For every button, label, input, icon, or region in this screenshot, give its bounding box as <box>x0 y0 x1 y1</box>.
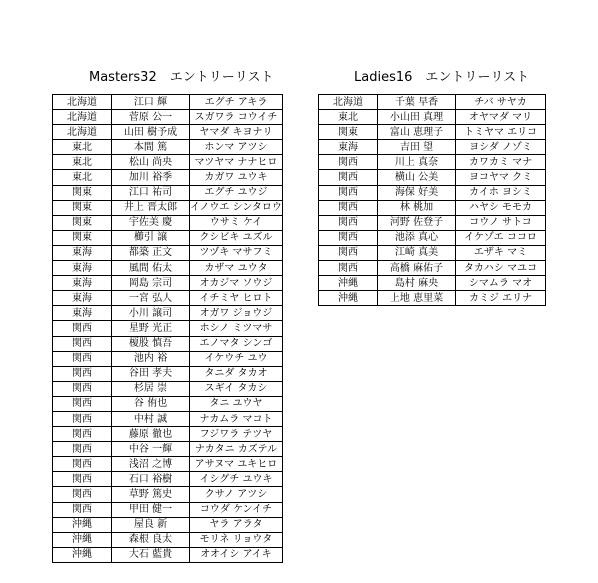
kana-cell: ヨシダ ノゾミ <box>456 140 546 155</box>
table-row <box>53 351 283 366</box>
table-row <box>319 125 546 140</box>
table-row <box>53 291 283 306</box>
table-row <box>53 245 283 260</box>
masters-entry-table <box>52 94 283 563</box>
name-cell: 松山 尚央 <box>112 155 190 170</box>
region-cell: 東北 <box>53 170 112 185</box>
table-row <box>53 140 283 155</box>
region-cell: 関西 <box>53 396 112 411</box>
kana-cell: コウダ ケンイチ <box>190 502 283 517</box>
kana-cell: ツヅキ マサフミ <box>190 245 283 260</box>
name-cell: 横山 公美 <box>378 170 456 185</box>
name-cell: 小山田 真理 <box>378 110 456 125</box>
table-row <box>53 185 283 200</box>
name-cell: 宇佐美 慶 <box>112 215 190 230</box>
kana-cell: エグチ ユウジ <box>190 185 283 200</box>
region-cell: 沖縄 <box>53 532 112 547</box>
name-cell: 岡島 宗司 <box>112 276 190 291</box>
name-cell: 上地 恵里菜 <box>378 291 456 306</box>
region-cell: 関西 <box>319 261 378 276</box>
name-cell: 中谷 一輝 <box>112 442 190 457</box>
table-row <box>53 457 283 472</box>
name-cell: 杉居 崇 <box>112 381 190 396</box>
region-cell: 関西 <box>319 215 378 230</box>
table-row <box>319 230 546 245</box>
table-row <box>53 155 283 170</box>
region-cell: 関西 <box>53 472 112 487</box>
table-row <box>53 411 283 426</box>
region-cell: 東海 <box>53 276 112 291</box>
table-row <box>53 306 283 321</box>
name-cell: 石口 裕樹 <box>112 472 190 487</box>
table-row <box>53 110 283 125</box>
region-cell: 東北 <box>319 110 378 125</box>
region-cell: 東海 <box>53 245 112 260</box>
name-cell: 海保 好美 <box>378 185 456 200</box>
region-cell: 関西 <box>53 427 112 442</box>
name-cell: 井上 晋太郎 <box>112 200 190 215</box>
kana-cell: フジワラ テツヤ <box>190 427 283 442</box>
name-cell: 富山 恵理子 <box>378 125 456 140</box>
name-cell: 大石 藍貴 <box>112 547 190 562</box>
kana-cell: カミジ エリナ <box>456 291 546 306</box>
name-cell: 草野 篤史 <box>112 487 190 502</box>
region-cell: 関西 <box>319 155 378 170</box>
region-cell: 関西 <box>53 457 112 472</box>
name-cell: 榎股 慎吾 <box>112 336 190 351</box>
table-row <box>319 291 546 306</box>
name-cell: 山田 樹予成 <box>112 125 190 140</box>
name-cell: 浅沼 之博 <box>112 457 190 472</box>
name-cell: 川上 真奈 <box>378 155 456 170</box>
region-cell: 関西 <box>53 321 112 336</box>
region-cell: 関西 <box>319 200 378 215</box>
region-cell: 北海道 <box>53 125 112 140</box>
region-cell: 関東 <box>53 185 112 200</box>
table-row <box>53 336 283 351</box>
region-cell: 関西 <box>53 442 112 457</box>
ladies-entry-table <box>318 94 546 306</box>
region-cell: 北海道 <box>319 95 378 110</box>
region-cell: 関西 <box>53 502 112 517</box>
kana-cell: ハヤシ モモカ <box>456 200 546 215</box>
kana-cell: エザキ マミ <box>456 245 546 260</box>
name-cell: 江口 輝 <box>112 95 190 110</box>
name-cell: 江口 祐司 <box>112 185 190 200</box>
table-row <box>53 276 283 291</box>
region-cell: 関西 <box>53 411 112 426</box>
table-row <box>53 95 283 110</box>
table-row <box>53 381 283 396</box>
table-row <box>319 170 546 185</box>
kana-cell: チバ サヤカ <box>456 95 546 110</box>
name-cell: 池内 裕 <box>112 351 190 366</box>
name-cell: 江崎 真美 <box>378 245 456 260</box>
name-cell: 吉田 望 <box>378 140 456 155</box>
kana-cell: カザマ ユウタ <box>190 261 283 276</box>
table-row <box>319 215 546 230</box>
name-cell: 星野 光正 <box>112 321 190 336</box>
kana-cell: タカハシ マユコ <box>456 261 546 276</box>
kana-cell: カワカミ マナ <box>456 155 546 170</box>
name-cell: 中村 誠 <box>112 411 190 426</box>
region-cell: 沖縄 <box>53 517 112 532</box>
ladies-title: Ladies16 エントリーリスト <box>354 70 530 85</box>
kana-cell: カイホ ヨシミ <box>456 185 546 200</box>
region-cell: 沖縄 <box>53 547 112 562</box>
table-row <box>53 487 283 502</box>
kana-cell: コウノ サトコ <box>456 215 546 230</box>
region-cell: 関東 <box>319 125 378 140</box>
kana-cell: ヤラ アラタ <box>190 517 283 532</box>
kana-cell: ホシノ ミツマサ <box>190 321 283 336</box>
region-cell: 東海 <box>53 261 112 276</box>
name-cell: 林 桃加 <box>378 200 456 215</box>
table-row <box>319 261 546 276</box>
table-row <box>53 261 283 276</box>
name-cell: 菅原 公一 <box>112 110 190 125</box>
table-row <box>53 396 283 411</box>
region-cell: 東海 <box>319 140 378 155</box>
region-cell: 関西 <box>319 245 378 260</box>
table-row <box>53 215 283 230</box>
region-cell: 東北 <box>53 140 112 155</box>
table-row <box>53 200 283 215</box>
kana-cell: エノマタ シンゴ <box>190 336 283 351</box>
table-row <box>53 472 283 487</box>
name-cell: 風間 佑太 <box>112 261 190 276</box>
name-cell: 千葉 早香 <box>378 95 456 110</box>
region-cell: 関東 <box>53 230 112 245</box>
table-row <box>319 276 546 291</box>
name-cell: 池添 真心 <box>378 230 456 245</box>
region-cell: 東海 <box>53 291 112 306</box>
table-row <box>319 245 546 260</box>
name-cell: 藤原 徹也 <box>112 427 190 442</box>
table-row <box>53 427 283 442</box>
kana-cell: カガワ ユウキ <box>190 170 283 185</box>
region-cell: 東海 <box>53 306 112 321</box>
name-cell: 小川 譲司 <box>112 306 190 321</box>
name-cell: 谷田 孝夫 <box>112 366 190 381</box>
region-cell: 関西 <box>53 366 112 381</box>
kana-cell: ヤマダ キヨナリ <box>190 125 283 140</box>
masters-title: Masters32 エントリーリスト <box>89 70 274 85</box>
kana-cell: スギイ タカシ <box>190 381 283 396</box>
kana-cell: クサノ アツシ <box>190 487 283 502</box>
table-row <box>319 110 546 125</box>
name-cell: 甲田 健一 <box>112 502 190 517</box>
table-row <box>319 200 546 215</box>
kana-cell: モリネ リョウタ <box>190 532 283 547</box>
kana-cell: イシグチ ユウキ <box>190 472 283 487</box>
name-cell: 高橋 麻佑子 <box>378 261 456 276</box>
name-cell: 櫛引 譲 <box>112 230 190 245</box>
kana-cell: ヨコヤマ クミ <box>456 170 546 185</box>
table-row <box>53 547 283 562</box>
region-cell: 関西 <box>53 381 112 396</box>
table-row <box>319 140 546 155</box>
region-cell: 北海道 <box>53 95 112 110</box>
name-cell: 都築 正文 <box>112 245 190 260</box>
kana-cell: オヤマダ マリ <box>456 110 546 125</box>
region-cell: 関西 <box>53 336 112 351</box>
table-row <box>319 155 546 170</box>
region-cell: 関西 <box>319 170 378 185</box>
kana-cell: スガワラ コウイチ <box>190 110 283 125</box>
region-cell: 沖縄 <box>319 276 378 291</box>
name-cell: 河野 佐登子 <box>378 215 456 230</box>
table-row <box>319 95 546 110</box>
kana-cell: オオイシ アイキ <box>190 547 283 562</box>
kana-cell: イノウエ シンタロウ <box>190 200 283 215</box>
kana-cell: ナカタニ カズテル <box>190 442 283 457</box>
kana-cell: アサヌマ ユキヒロ <box>190 457 283 472</box>
region-cell: 関西 <box>53 487 112 502</box>
table-row <box>53 125 283 140</box>
kana-cell: イケウチ ユウ <box>190 351 283 366</box>
table-row <box>53 442 283 457</box>
region-cell: 関東 <box>53 200 112 215</box>
name-cell: 谷 侑也 <box>112 396 190 411</box>
region-cell: 東北 <box>53 155 112 170</box>
kana-cell: ウサミ ケイ <box>190 215 283 230</box>
kana-cell: タニダ タカオ <box>190 366 283 381</box>
region-cell: 北海道 <box>53 110 112 125</box>
kana-cell: マツヤマ ナナヒロ <box>190 155 283 170</box>
table-row <box>319 185 546 200</box>
kana-cell: オカジマ ソウジ <box>190 276 283 291</box>
region-cell: 沖縄 <box>319 291 378 306</box>
name-cell: 森根 良太 <box>112 532 190 547</box>
name-cell: 本間 篤 <box>112 140 190 155</box>
region-cell: 関西 <box>53 351 112 366</box>
kana-cell: ホンマ アツシ <box>190 140 283 155</box>
region-cell: 関西 <box>319 230 378 245</box>
kana-cell: ナカムラ マコト <box>190 411 283 426</box>
table-row <box>53 230 283 245</box>
region-cell: 関東 <box>53 215 112 230</box>
table-row <box>53 170 283 185</box>
name-cell: 島村 麻央 <box>378 276 456 291</box>
kana-cell: オガワ ジョウジ <box>190 306 283 321</box>
name-cell: 加川 裕季 <box>112 170 190 185</box>
kana-cell: エグチ アキラ <box>190 95 283 110</box>
kana-cell: シマムラ マオ <box>456 276 546 291</box>
table-row <box>53 517 283 532</box>
kana-cell: イチミヤ ヒロト <box>190 291 283 306</box>
region-cell: 関西 <box>319 185 378 200</box>
kana-cell: タニ ユウヤ <box>190 396 283 411</box>
name-cell: 一宮 弘人 <box>112 291 190 306</box>
kana-cell: クシビキ ユズル <box>190 230 283 245</box>
table-row <box>53 502 283 517</box>
kana-cell: トミヤマ エリコ <box>456 125 546 140</box>
table-row <box>53 532 283 547</box>
name-cell: 屋良 新 <box>112 517 190 532</box>
kana-cell: イケゾエ ココロ <box>456 230 546 245</box>
table-row <box>53 321 283 336</box>
table-row <box>53 366 283 381</box>
